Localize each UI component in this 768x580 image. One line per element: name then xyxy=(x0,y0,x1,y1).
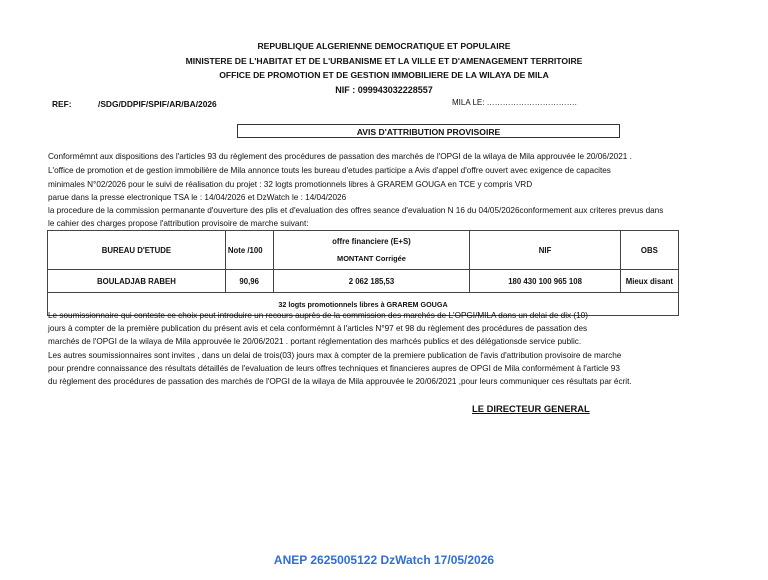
intro-line: Conformémnt aux dispositions des l'articles 93 du règlement des procédures de passation des marchés de l'OPGI de la wilaya de Mila approuvée le 20/06/2021 . xyxy=(48,152,632,161)
intro-line: minimales N°02/2026 pour le suivi de réalisation du projet : 32 logts promotionnels libres à GRAREM GOUGA en TCE y compris VRD xyxy=(48,180,533,189)
cell-obs: Mieux disant xyxy=(620,270,678,293)
cell-bureau: BOULADJAB RABEH xyxy=(48,270,226,293)
intro-line: le cahier des charges propose l'attribution provisoire de marche suivant: xyxy=(48,219,309,228)
col-nif: NIF xyxy=(470,231,620,270)
col-offre xyxy=(273,231,470,270)
ref-value: /SDG/DDPIF/SPIF/AR/BA/2026 xyxy=(98,99,217,109)
ref-label: REF: xyxy=(52,99,72,109)
recours-line: marchés de l'OPGI de la wilaya de Mila approuvée le 20/06/2021 . portant réglementation des marhcés publics et des délégationsde service public. xyxy=(48,337,582,346)
col-note: Note /100 xyxy=(225,231,273,270)
signature-title: LE DIRECTEUR GENERAL xyxy=(472,403,590,414)
place-date: MILA LE: ……………………………. xyxy=(452,98,577,107)
recours-line: jours à compter de la première publication du présent avis et cela conformémnt à l'articles N°97 et 98 du règlement des procédures de passation des xyxy=(48,324,588,333)
recours-line: Le soumissionnaire qui conteste ce choix peut introduire un recours auprès de la commission des marchés de L'OPGI/MILA dans un delai de dix (10) xyxy=(48,311,588,320)
cell-project: 32 logts promotionnels libres à GRAREM GOUGA xyxy=(48,293,679,316)
col-obs: OBS xyxy=(620,231,678,270)
table-header-row xyxy=(48,231,679,270)
header-republic: REPUBLIQUE ALGERIENNE DEMOCRATIQUE ET POPULAIRE xyxy=(257,41,511,51)
recours-line: du règlement des procédures de passation des marchés de l'OPGI de la wilaya de Mila approuvée le 20/06/2021 ,pour leurs communiquer ces résultats par écrit. xyxy=(48,377,632,386)
table-row xyxy=(48,270,679,293)
header-nif: NIF : 099943032228557 xyxy=(335,85,433,95)
publication-footer: ANEP 2625005122 DzWatch 17/05/2026 xyxy=(273,553,495,567)
intro-line: la procedure de la commission permanante d'ouverture des plis et d'evaluation des offres seance d'evaluation N 16 du 04/05/2026conformement aux criteres prevus dans xyxy=(48,206,664,215)
intro-line: parue dans la presse electronique TSA le : 14/04/2026 et DzWatch le : 14/04/2026 xyxy=(48,193,347,202)
cell-montant: 2 062 185,53 xyxy=(273,270,470,293)
document-title: AVIS D'ATTRIBUTION PROVISOIRE xyxy=(237,124,620,138)
cell-nif: 180 430 100 965 108 xyxy=(470,270,620,293)
header-ministry: MINISTERE DE L'HABITAT ET DE L'URBANISME ET LA VILLE ET D'AMENAGEMENT TERRITOIRE xyxy=(185,56,583,66)
col-bureau: BUREAU D'ETUDE xyxy=(48,231,226,270)
attribution-table xyxy=(47,230,679,316)
intro-line: L'office de promotion et de gestion immobilière de Mila annonce touts les bureau d'etudes participe a Avis d'appel d'offre ouvert avec exigence de capacites xyxy=(48,166,611,175)
cell-note: 90,96 xyxy=(225,270,273,293)
header-office: OFFICE DE PROMOTION ET DE GESTION IMMOBILIERE DE LA WILAYA DE MILA xyxy=(219,70,549,80)
col-offre-label: offre financiere (E+S) xyxy=(332,237,411,246)
col-offre-sub: MONTANT Corrigée xyxy=(337,254,406,263)
recours-line: pour prendre connaissance des résultats détaillés de l'evaluation de leurs offres techniques et financieres aupres de OPGI de Mila conformément à l'article 93 xyxy=(48,364,620,373)
recours-line: Les autres soumissionnaires sont invites , dans un delai de trois(03) jours max à compter de la premiere publication de l'avis d'attribution provisoire de marche xyxy=(48,351,622,360)
